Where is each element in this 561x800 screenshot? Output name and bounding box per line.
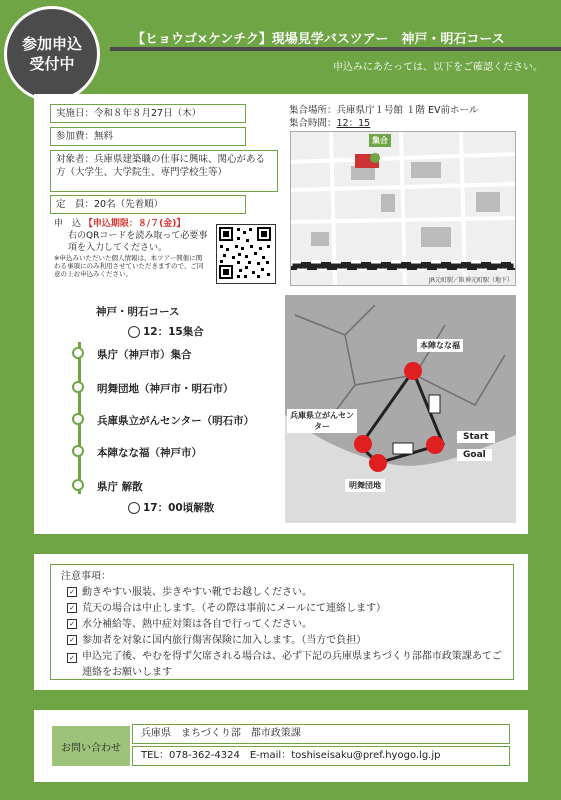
stop-1: 県庁（神戸市）集合: [97, 349, 192, 361]
target-field: 対象者：兵庫県建築職の仕事に興味、関心がある方（大学生、大学院生、専門学校生等）: [50, 150, 278, 192]
map-streets-graphic: [291, 132, 515, 285]
meeting-time: 12：15: [336, 118, 371, 129]
notes-box: [50, 564, 514, 680]
note-text: 申込完了後、やむを得ず欠席される場合は、必ず下記の兵庫県まちづくり部都市政策課あてご連絡をお願いします: [82, 651, 502, 678]
stop-3: 兵庫県立がんセンター（明石市）: [97, 415, 255, 427]
badge-line2: 受付中: [29, 55, 75, 73]
badge-line1: 参加申込: [21, 35, 82, 53]
note-item: [61, 617, 503, 633]
route-dot: [72, 445, 84, 457]
honjin-label: 本陣なな福: [417, 339, 463, 352]
route-dot: [72, 479, 84, 491]
meeting-info: [284, 102, 516, 134]
stop-2: 明舞団地（神戸市・明石市）: [97, 383, 234, 395]
stop-5: 県庁 解散: [97, 481, 143, 493]
contact-department: 兵庫県 まちづくり部 都市政策課: [132, 724, 510, 744]
route-dot: [72, 413, 84, 425]
apply-deadline: 【申込期限：８/７(金)】: [83, 219, 186, 229]
meeting-time-row: [289, 117, 511, 130]
checkbox-icon: ✓: [67, 619, 77, 629]
meeting-location-map: [290, 131, 516, 286]
note-text: 動きやすい服装、歩きやすい靴でお越しください。: [82, 587, 312, 598]
start-time-row: [128, 324, 204, 339]
apply-label: 申 込: [54, 219, 82, 229]
note-item: [61, 585, 503, 601]
checkbox-icon: ✓: [67, 603, 77, 613]
checkbox-icon: ✓: [67, 653, 77, 663]
stop-4: 本陣なな福（神戸市）: [97, 447, 202, 459]
title-underline: [110, 47, 561, 51]
route-itinerary: [44, 294, 284, 526]
capacity-field: 定 員：20名（先着順）: [50, 195, 246, 214]
goal-label: Goal: [457, 449, 492, 461]
station-label: JR元町駅／阪神元町駅（地下）: [429, 277, 513, 284]
meeting-marker-label: 集合: [369, 134, 391, 147]
note-item: [61, 649, 503, 681]
contact-tel-email[interactable]: TEL：078-362-4324 E-mail：toshiseisaku@pref.hyogo.lg.jp: [132, 746, 510, 766]
note-text: 参加者を対象に国内旅行傷害保険に加入します。（当方で負担）: [82, 635, 367, 646]
route-dot: [72, 347, 84, 359]
course-name: 神戸・明石コース: [96, 306, 180, 318]
clock-icon: [128, 326, 140, 338]
note-item: [61, 601, 503, 617]
note-text: 荒天の場合は中止します。（その際は事前にメールにて連絡します）: [82, 603, 386, 614]
start-label: Start: [457, 431, 495, 443]
page-title: 【ヒョウゴ×ケンチク】現場見学バスツアー 神戸・明石コース: [132, 32, 505, 47]
qr-code[interactable]: [216, 224, 276, 284]
apply-instructions: 右のQRコードを読み取って必要事項を入力してください。: [68, 231, 208, 253]
clock-icon: [128, 502, 140, 514]
start-time: 12：15集合: [143, 326, 204, 338]
notes-panel: [34, 554, 528, 690]
fee-field: 参加費：無料: [50, 127, 246, 146]
cancer-center-label: 兵庫県立がんセンター: [287, 409, 357, 433]
end-time-row: [128, 500, 214, 515]
checkbox-icon: ✓: [67, 587, 77, 597]
note-text: 水分補給等、熱中症対策は各自で行ってください。: [82, 619, 312, 630]
date-field: 実施日：令和８年８月27日（木）: [50, 104, 246, 123]
note-item: [61, 633, 503, 649]
route-map: [285, 295, 516, 523]
qr-code-image: [217, 225, 273, 281]
meeting-time-label: 集合時間：: [289, 118, 337, 129]
route-dot: [72, 381, 84, 393]
meeting-place: 集合場所：兵庫県庁１号館 １階 EV前ホール: [289, 105, 479, 116]
contact-label: お問い合わせ: [52, 726, 130, 766]
application-open-badge: [4, 6, 100, 102]
checkbox-icon: ✓: [67, 635, 77, 645]
page-subtitle: 申込みにあたっては、以下をご確認ください。: [333, 62, 543, 73]
contact-panel: [34, 710, 528, 782]
end-time: 17：00頃解散: [143, 502, 215, 514]
privacy-note: ※申込みいただいた個人情報は、本ツアー開催に関わる事項にのみ利用させていただきますので、ご同意の上お申込みください。: [54, 254, 204, 278]
notes-title: 注意事項：: [61, 571, 111, 582]
meibu-label: 明舞団地: [345, 479, 385, 492]
